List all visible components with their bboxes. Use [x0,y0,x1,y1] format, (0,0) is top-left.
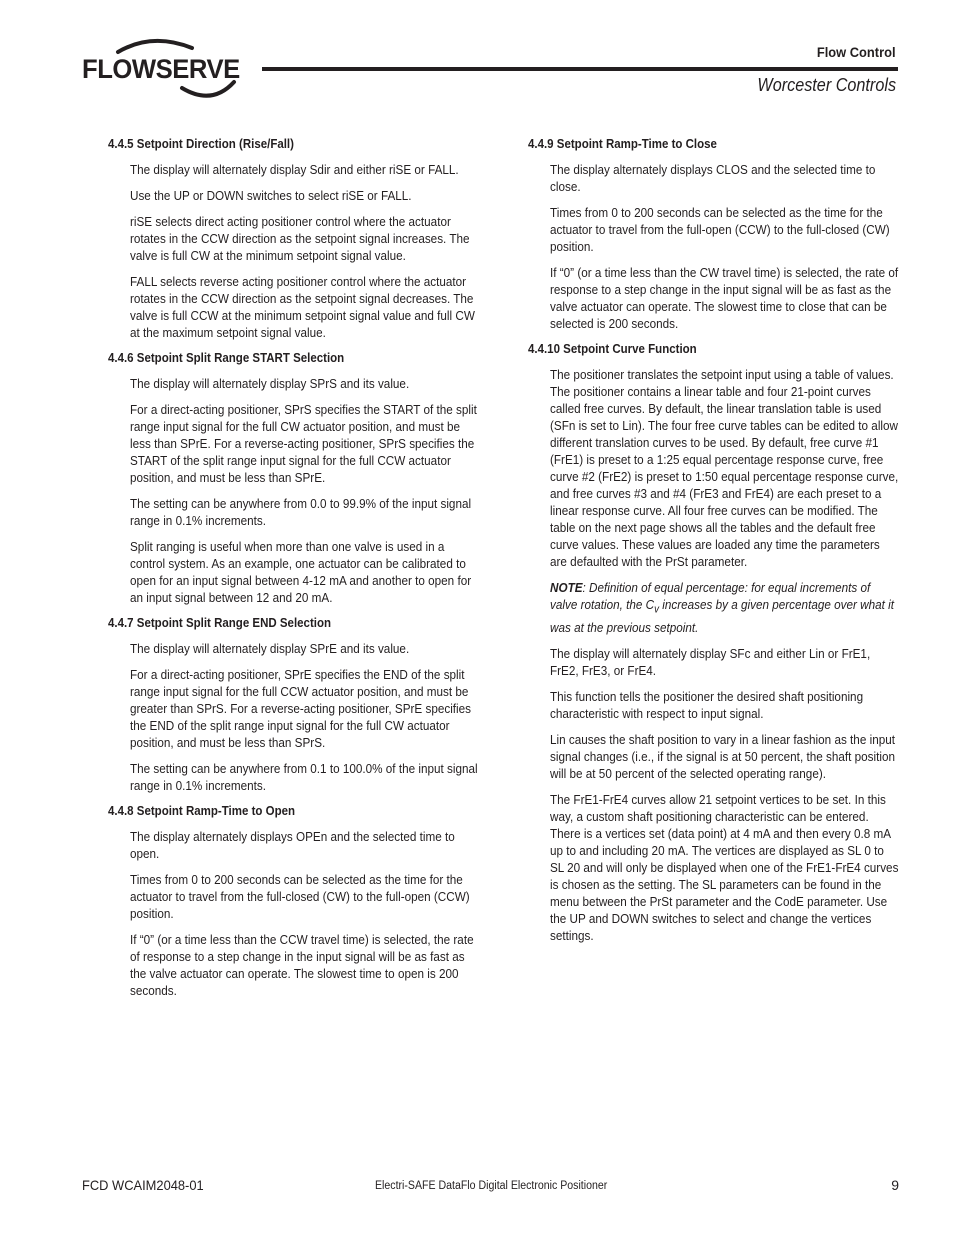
section-title: 4.4.9 Setpoint Ramp-Time to Close [528,137,717,151]
paragraph: The display will alternately display SPrS and its value. [130,376,410,391]
header-division: Flow Control [817,44,896,60]
paragraph: Split ranging is useful when more than one valve is used in a control system. As an example, one actuator can be calibrated to open for an input signal between 4-12 mA and another to open for an input signal between 12 and 20 mA. [130,539,472,605]
paragraph: If “0” (or a time less than the CW travel time) is selected, the rate of response to a step change in the input signal will be as fast as the valve actuator can operate. The slowest time to close that can be selected is 200 seconds. [550,265,899,331]
paragraph: The setting can be anywhere from 0.0 to 99.9% of the input signal range in 0.1% increments. [130,496,472,528]
paragraph: The display alternately displays CLOS and the selected time to close. [550,162,876,194]
note-text: : Definition of equal percentage: for equal increments of valve rotation, the C [550,580,871,612]
paragraph: The display will alternately display SFc and either Lin or FrE1, FrE2, FrE3, or FrE4. [550,645,871,678]
section-title: 4.4.5 Setpoint Direction (Rise/Fall) [108,137,294,151]
note-subscript: v [654,603,660,616]
section-4-4-9 [528,137,900,332]
section-4-4-7 [108,616,480,794]
paragraph: The display alternately displays OPEn and the selected time to open. [130,829,455,861]
paragraph: riSE selects direct acting positioner control where the actuator rotates in the CCW direction as the setpoint signal increases. The valve is full CW at the minimum setpoint signal value. [130,214,470,263]
paragraph: The display will alternately display Sdir and either riSE or FALL. [130,162,459,177]
paragraph: Use the UP or DOWN switches to select riSE or FALL. [130,188,412,203]
paragraph: FALL selects reverse acting positioner control where the actuator rotates in the CCW direction as the setpoint signal decreases. The valve is full CCW at the minimum setpoint signal value and full CW at the maximum setpoint signal value. [130,274,475,340]
section-title: 4.4.8 Setpoint Ramp-Time to Open [108,804,296,818]
footer-product: Electri-SAFE DataFlo Digital Electronic Positioner [375,1180,608,1192]
section-title: 4.4.7 Setpoint Split Range END Selection [108,616,332,630]
left-column [108,137,480,1009]
paragraph: The setting can be anywhere from 0.1 to 100.0% of the input signal range in 0.1% increments. [130,761,478,793]
paragraph: Times from 0 to 200 seconds can be selected as the time for the actuator to travel from the full-closed (CW) to the full-open (CCW) position. [130,872,470,921]
paragraph: For a direct-acting positioner, SPrE specifies the END of the split range input signal for the full CCW actuator position, and must be greater than SPrS. For a reverse-acting positioner, SPrE specifies the END of the split range input signal for the full CW actuator position, and must be less than SPrS. [130,667,472,750]
note-label: NOTE [550,580,583,595]
note-paragraph [550,579,900,636]
paragraph: This function tells the positioner the desired shaft positioning characteristic with respect to input signal. [550,688,864,721]
paragraph: For a direct-acting positioner, SPrS specifies the START of the split range input signal for the full CW actuator position, and must be less than SPrE. For a reverse-acting positioner, SPrS specifies the START of the split range input signal for the full CCW actuator position, and must be less than SPrE. [130,402,477,485]
footer-page-number: 9 [891,1177,899,1193]
section-title: 4.4.6 Setpoint Split Range START Selection [108,351,345,365]
flowserve-logo [82,38,242,100]
section-4-4-8 [108,804,480,999]
note-text: increases by a given percentage over what it was at the previous setpoint. [550,597,894,635]
section-4-4-5 [108,137,480,341]
right-column [528,137,900,954]
header-rule [262,67,898,71]
section-4-4-10 [528,342,900,944]
paragraph: If “0” (or a time less than the CCW travel time) is selected, the rate of response to a step change in the input signal will be as fast as the valve actuator can operate. The slowest time to open is 200 seconds. [130,932,474,998]
paragraph: The display will alternately display SPrE and its value. [130,641,410,656]
header-brand: Worcester Controls [757,75,896,95]
paragraph: The positioner translates the setpoint input using a table of values. The positioner contains a linear table and four 21-point curves called free curves. By default, the linear translation table is used (SFn is set to Lin). The four free curve tables can be edited to allow different translation curves to be used. By default, free curve #1 (FrE1) is preset to a 1:25 equal percentage response curve, free curve #2 (FrE2) is preset to 1:50 equal percentage response curve, and free curves #3 and #4 (FrE3 and FrE4) are each preset to a linear response curve. All four free curves can be modified. The table on the next page shows all the tables and the default free curve values. These values are loaded any time the parameters are defaulted with the PrSt parameter. [550,367,899,569]
paragraph: Times from 0 to 200 seconds can be selected as the time for the actuator to travel from the full-open (CCW) to the full-closed (CW) position. [550,205,890,254]
paragraph: Lin causes the shaft position to vary in a linear fashion as the input signal changes (i.e., if the signal is at 50 percent, the shaft position will be at 50 percent of the selected operating range). [550,731,895,781]
paragraph: The FrE1-FrE4 curves allow 21 setpoint vertices to be set. In this way, a custom shaft positioning characteristic can be entered. There is a vertices set (data point) at 4 mA and then every 0.8 mA up to and including 20 mA. The vertices are displayed as SL 0 to SL 20 and will only be displayed when one of the FrE1-FrE4 curves is chosen as the setting. The SL parameters can be found in the menu between the PrSt parameter and the CodE parameter. Use the UP and DOWN switches to select and change the vertices settings. [550,791,899,943]
footer-doc-number: FCD WCAIM2048-01 [82,1177,204,1193]
logo-wordmark: FLOWSERVE [82,54,240,84]
section-title: 4.4.10 Setpoint Curve Function [528,342,697,356]
section-4-4-6 [108,351,480,606]
